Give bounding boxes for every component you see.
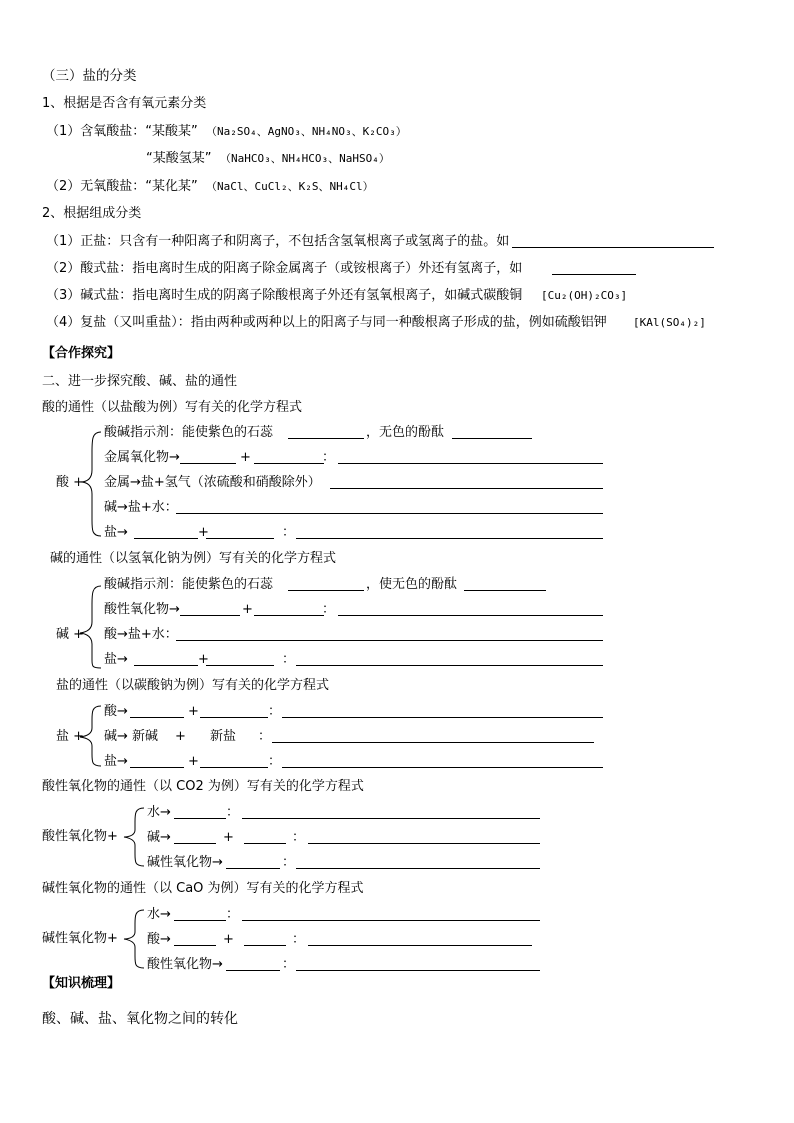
basic-salt-formula: [Cu₂(OH)₂CO₃] — [541, 289, 628, 302]
acid-salt-colon: ： — [282, 525, 296, 540]
salt-base-text-b: 新盐 — [210, 729, 237, 744]
acid-oxide-basicoxide-colon: ： — [282, 855, 296, 870]
basic-oxide-acid-blank-2[interactable] — [244, 945, 286, 946]
acid-metal-oxide-plus: + — [240, 450, 251, 465]
acid-oxide-base-colon: ： — [292, 830, 306, 845]
salt-acid-colon: ： — [268, 704, 282, 719]
acid-base-text: 碱→盐+水： — [104, 500, 178, 515]
acid-oxide-base-text: 碱→ — [147, 830, 171, 845]
salt-base-colon: ： — [258, 729, 272, 744]
base-indicator-text-a: 酸碱指示剂：能使紫色的石蕊 — [104, 577, 274, 592]
basic-oxide-water-text: 水→ — [147, 907, 171, 922]
oxy-salt-prefix: （1）含氧酸盐：“某酸某” — [46, 124, 198, 139]
salt-salt-colon: ： — [268, 754, 282, 769]
base-acid-oxide-colon: ： — [322, 602, 336, 617]
salt-acid-plus: + — [188, 704, 199, 719]
basic-oxide-acidoxide-blank[interactable] — [226, 970, 280, 971]
basic-oxide-acid-plus: + — [223, 932, 234, 947]
acid-salt-text: 盐→ — [104, 525, 128, 540]
basic-oxide-water-blank[interactable] — [174, 920, 226, 921]
coop-heading: 【合作探究】 — [42, 346, 121, 361]
acid-metal-text: 金属→盐+氢气（浓硫酸和硝酸除外） — [104, 475, 321, 490]
salt-base-plus: + — [175, 729, 186, 744]
nonoxy-salt-prefix: （2）无氧酸盐：“某化某” — [46, 179, 198, 194]
base-salt-text: 盐→ — [104, 652, 128, 667]
hydro-salt-prefix: “某酸氢某” — [146, 151, 212, 166]
acid-oxide-base-plus: + — [223, 830, 234, 845]
acid-oxide-basicoxide-text: 碱性氧化物→ — [147, 855, 223, 870]
nonoxy-salt-examples: （NaCl、CuCl₂、K₂S、NH₄Cl） — [206, 180, 374, 193]
basic-oxide-block-label: 碱性氧化物+ — [42, 931, 118, 946]
acid-metal-oxide-colon: ： — [322, 450, 336, 465]
salt-block-title: 盐的通性（以碳酸钠为例）写有关的化学方程式 — [56, 678, 330, 693]
double-salt: （4）复盐（又叫重盐）：指由两种或两种以上的阳离子与同一种酸根离子形成的盐，例如硫酸铝钾 — [46, 315, 607, 330]
base-acid-oxide-plus: + — [242, 602, 253, 617]
acid-salt-plus: + — [198, 525, 209, 540]
basic-salt: （3）碱式盐：指电离时生成的阴离子除酸根离子外还有氢氧根离子，如碱式碳酸铜 — [46, 288, 523, 303]
basic-oxide-acid-colon: ： — [292, 932, 306, 947]
salt-acid-text: 酸→ — [104, 704, 128, 719]
basic-oxide-acid-text: 酸→ — [147, 932, 171, 947]
base-acid-text: 酸→盐+水： — [104, 627, 178, 642]
hydro-salt-examples: （NaHCO₃、NH₄HCO₃、NaHSO₄） — [220, 152, 390, 165]
base-indicator-text-b: ，使无色的酚酞 — [366, 577, 458, 592]
base-salt-colon: ： — [282, 652, 296, 667]
basic-oxide-acidoxide-colon: ： — [282, 957, 296, 972]
acid-block-label: 酸 + — [56, 475, 85, 490]
base-salt-plus: + — [198, 652, 209, 667]
base-block-label: 碱 + — [56, 627, 85, 642]
salt-salt-plus: + — [188, 754, 199, 769]
base-acid-oxide-text: 酸性氧化物→ — [104, 602, 180, 617]
review-heading: 【知识梳理】 — [42, 976, 121, 991]
section-title: （三）盐的分类 — [42, 68, 137, 84]
normal-salt: （1）正盐：只含有一种阳离子和阴离子，不包括含氢氧根离子或氢离子的盐。如 — [46, 234, 510, 249]
cls1-heading: 1、根据是否含有氧元素分类 — [42, 96, 207, 111]
basic-oxide-water-equation[interactable] — [242, 920, 540, 921]
acid-salt: （2）酸式盐：指电离时生成的阳离子除金属离子（或铵根离子）外还有氢离子，如 — [46, 261, 523, 276]
acid-indicator-text-a: 酸碱指示剂：能使紫色的石蕊 — [104, 425, 274, 440]
cls2-heading: 2、根据组成分类 — [42, 206, 142, 221]
basic-oxide-acidoxide-equation[interactable] — [296, 970, 540, 971]
base-block-title: 碱的通性（以氢氧化钠为例）写有关的化学方程式 — [50, 551, 337, 566]
basic-oxide-acid-blank-1[interactable] — [174, 945, 216, 946]
basic-oxide-acid-equation[interactable] — [308, 945, 532, 946]
acid-metal-oxide-text: 金属氧化物→ — [104, 450, 180, 465]
final-heading: 酸、碱、盐、氧化物之间的转化 — [42, 1011, 238, 1027]
basic-oxide-water-colon: ： — [226, 907, 240, 922]
salt-salt-text: 盐→ — [104, 754, 128, 769]
acid-oxide-water-colon: ： — [226, 805, 240, 820]
basic-oxide-acidoxide-text: 酸性氧化物→ — [147, 957, 223, 972]
acid-oxide-block-label: 酸性氧化物+ — [42, 829, 118, 844]
oxy-salt-examples: （Na₂SO₄、AgNO₃、NH₄NO₃、K₂CO₃） — [206, 125, 407, 138]
salt-base-text-a: 碱→ 新碱 — [104, 729, 159, 744]
basic-oxide-block-title: 碱性氧化物的通性（以 CaO 为例）写有关的化学方程式 — [42, 881, 364, 896]
acid-oxide-water-text: 水→ — [147, 805, 171, 820]
acid-block-title: 酸的通性（以盐酸为例）写有关的化学方程式 — [42, 400, 303, 415]
double-salt-formula: [KAl(SO₄)₂] — [633, 316, 706, 329]
acid-indicator-text-b: ，无色的酚酞 — [366, 425, 445, 440]
acid-oxide-block-title: 酸性氧化物的通性（以 CO2 为例）写有关的化学方程式 — [42, 779, 364, 794]
part2-heading: 二、进一步探究酸、碱、盐的通性 — [42, 374, 238, 389]
salt-block-label: 盐 + — [56, 729, 85, 744]
